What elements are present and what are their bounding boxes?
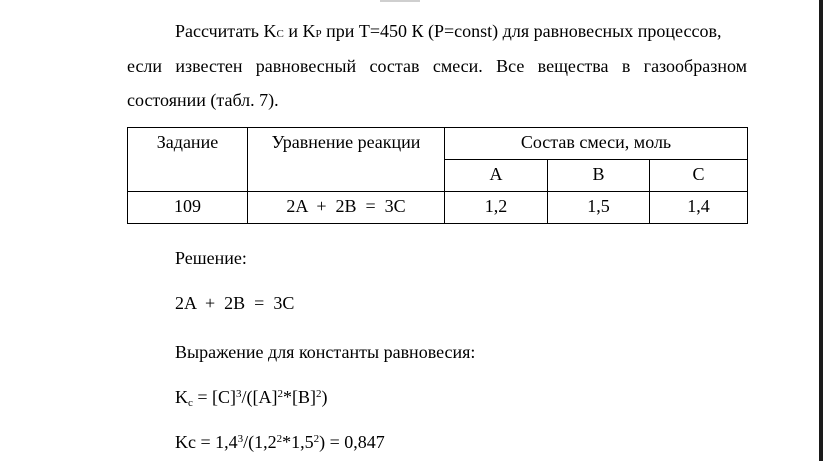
cell-equation: 2A + 2B = 3C bbox=[248, 192, 445, 224]
kp-subscript: P bbox=[315, 28, 322, 40]
cell-task: 109 bbox=[128, 192, 248, 224]
calc-exp3: 3 bbox=[237, 433, 244, 445]
calc-exp2b: 2 bbox=[313, 433, 320, 445]
cell-b: 1,5 bbox=[548, 192, 650, 224]
table-row bbox=[128, 192, 748, 224]
formula-close: ) bbox=[321, 387, 328, 407]
expression-label: Выражение для константы равновесия: bbox=[175, 342, 476, 362]
header-b: B bbox=[548, 160, 650, 192]
kc-subscript: C bbox=[276, 28, 284, 40]
cell-a: 1,2 bbox=[445, 192, 548, 224]
calc-end: ) = 0,847 bbox=[319, 432, 385, 452]
formula-k-sub: c bbox=[188, 397, 193, 409]
top-edge-mark bbox=[380, 0, 420, 2]
header-a: A bbox=[445, 160, 548, 192]
formula-k: K bbox=[175, 387, 188, 407]
solution-equation: 2A + 2B = 3C bbox=[175, 293, 295, 313]
formula-c: = [C] bbox=[192, 387, 237, 407]
problem-line-2: если известен равновесный состав смеси. Все вещества в газообразном bbox=[127, 56, 747, 76]
formula-exp3: 3 bbox=[236, 388, 242, 400]
problem-line-1 bbox=[175, 20, 721, 45]
kc-formula bbox=[175, 386, 328, 408]
problem-text-start: Рассчитать K bbox=[175, 21, 277, 41]
kc-calculation bbox=[175, 431, 385, 453]
formula-exp2b: 2 bbox=[316, 388, 322, 400]
calc-exp2a: 2 bbox=[276, 433, 283, 445]
mixture-table bbox=[127, 127, 748, 224]
cell-c: 1,4 bbox=[650, 192, 748, 224]
formula-a: /([A] bbox=[241, 387, 278, 407]
right-edge-bar bbox=[819, 0, 823, 461]
header-mixture: Состав смеси, моль bbox=[445, 128, 748, 160]
header-equation: Уравнение реакции bbox=[248, 128, 445, 192]
calc-start: Kc = 1,4 bbox=[175, 432, 238, 452]
formula-exp2a: 2 bbox=[277, 388, 284, 400]
header-c: C bbox=[650, 160, 748, 192]
header-task: Задание bbox=[128, 128, 248, 192]
calc-mid: /(1,2 bbox=[243, 432, 277, 452]
solution-heading: Решение: bbox=[175, 248, 247, 268]
problem-line-3: состоянии (табл. 7). bbox=[127, 90, 279, 110]
problem-text-and: и K bbox=[283, 21, 316, 41]
formula-b: *[B] bbox=[283, 387, 317, 407]
calc-star: *1,5 bbox=[282, 432, 314, 452]
problem-text-end: при Т=450 К (P=const) для равновесных процессов, bbox=[321, 21, 722, 41]
